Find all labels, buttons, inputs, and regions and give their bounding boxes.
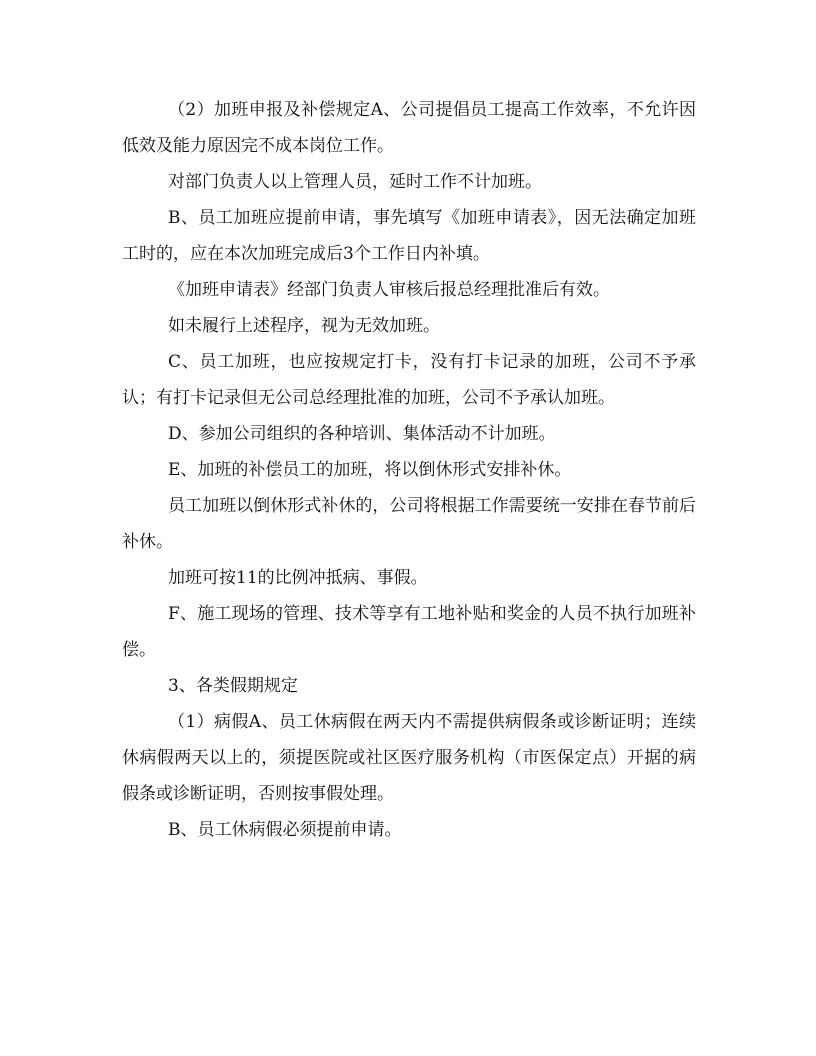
paragraph-sick-leave: （1）病假A、员工休病假在两天内不需提供病假条或诊断证明；连续休病假两天以上的，须提医院或社区医疗服务机构（市医保定点）开据的病假条或诊断证明，否则按事假处理。	[122, 712, 696, 804]
paragraph-compensatory-leave: E、加班的补偿员工的加班，将以倒休形式安排补休。	[168, 460, 572, 480]
section-heading-leave-rules: 3、各类假期规定	[168, 676, 298, 696]
paragraph-sick-leave-application: B、员工休病假必须提前申请。	[168, 820, 402, 840]
paragraph-training-no-overtime: D、参加公司组织的各种培训、集体活动不计加班。	[168, 424, 556, 444]
document-body	[122, 92, 696, 848]
paragraph-form-approval: 《加班申请表》经部门负责人审核后报总经理批准后有效。	[168, 280, 610, 300]
paragraph-spring-festival-leave: 员工加班以倒休形式补休的，公司将根据工作需要统一安排在春节前后补休。	[122, 496, 696, 552]
paragraph-invalid-overtime: 如未履行上述程序，视为无效加班。	[168, 316, 440, 336]
paragraph-managers-no-overtime: 对部门负责人以上管理人员，延时工作不计加班。	[168, 172, 542, 192]
paragraph-overtime-application: B、员工加班应提前申请，事先填写《加班申请表》，因无法确定加班工时的，应在本次加班完成后3个工作日内补填。	[122, 208, 696, 264]
paragraph-offset-ratio: 加班可按11的比例冲抵病、事假。	[168, 568, 428, 588]
paragraph-overtime-rules: （2）加班申报及补偿规定A、公司提倡员工提高工作效率，不允许因低效及能力原因完不成本岗位工作。	[122, 100, 696, 156]
paragraph-clock-in: C、员工加班，也应按规定打卡，没有打卡记录的加班，公司不予承认；有打卡记录但无公司总经理批准的加班，公司不予承认加班。	[122, 352, 696, 408]
paragraph-site-staff: F、施工现场的管理、技术等享有工地补贴和奖金的人员不执行加班补偿。	[122, 604, 696, 660]
